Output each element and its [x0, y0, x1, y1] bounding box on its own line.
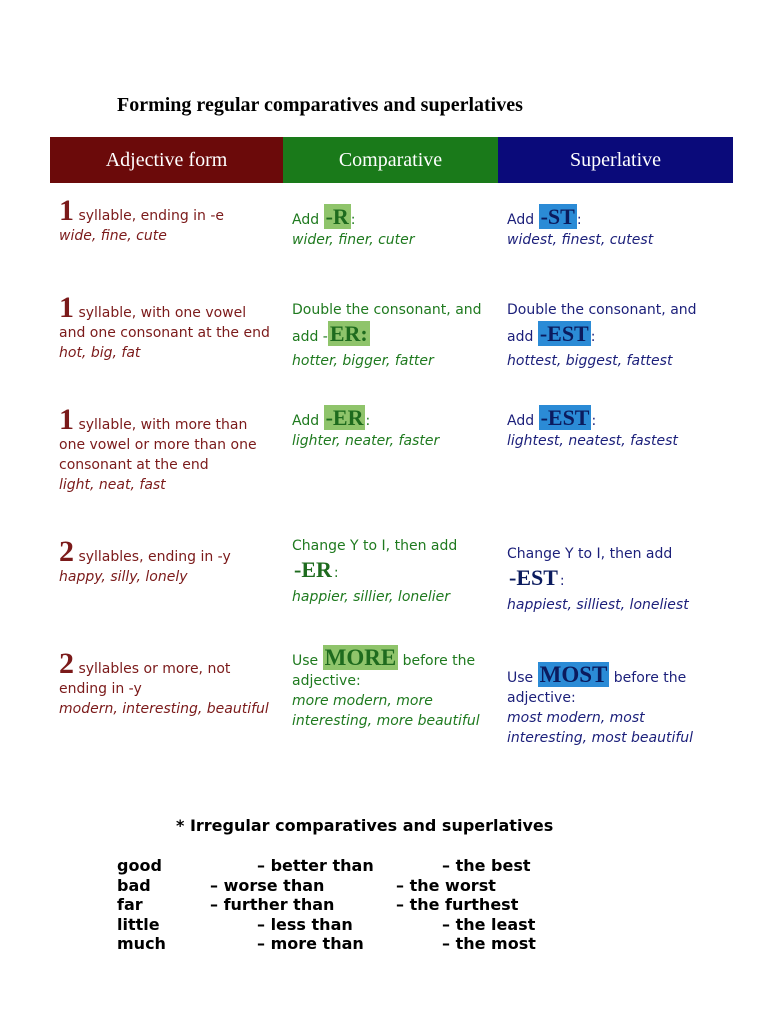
irregular-superlative: – the best: [442, 856, 531, 875]
row-4-superlative: [507, 542, 727, 617]
row-5-superlative: [507, 662, 727, 748]
rule-text-end: :: [350, 212, 356, 228]
rule-text: syllables, ending in -y: [74, 549, 231, 565]
list-item: [117, 895, 577, 915]
row-4-adjective: [59, 535, 274, 587]
irregular-list: [117, 856, 577, 954]
suffix-highlight: -ER: [294, 557, 332, 582]
row-2-adjective: [59, 291, 274, 363]
row-2-superlative: [507, 298, 727, 373]
suffix-highlight: -ER: [325, 405, 364, 430]
examples: more modern, more interesting, more beautiful: [292, 693, 480, 729]
irregular-comparative: – better than: [257, 856, 374, 875]
irregular-word: bad: [117, 875, 151, 895]
rule-text-end: before the adjective:: [507, 670, 687, 706]
rule-text-end: :: [576, 212, 582, 228]
irregular-superlative: – the least: [442, 914, 536, 934]
suffix-highlight: ER:: [329, 321, 368, 346]
irregular-comparative: – worse than: [210, 875, 325, 895]
list-item: [117, 876, 577, 896]
row-1-adjective: [59, 194, 274, 246]
examples: hottest, biggest, fattest: [507, 353, 673, 369]
row-3-adjective: [59, 403, 274, 495]
rule-text: Use: [507, 670, 538, 686]
syllable-count: 2: [59, 647, 74, 680]
examples: most modern, most interesting, most beautiful: [507, 710, 694, 746]
rule-text: syllables or more, not ending in -y: [59, 661, 231, 697]
rule-text-end: :: [333, 565, 339, 581]
row-3-comparative: [292, 405, 492, 451]
examples: lightest, neatest, fastest: [507, 433, 678, 449]
irregular-superlative: – the furthest: [396, 895, 519, 914]
irregular-word: good: [117, 856, 162, 875]
suffix-highlight: MOST: [539, 662, 608, 687]
suffix-highlight: -EST: [539, 321, 589, 346]
rule-text: syllable, with one vowel and one consonant at the end: [59, 305, 270, 341]
examples: happiest, silliest, loneliest: [507, 597, 689, 613]
examples: happy, silly, lonely: [59, 569, 188, 585]
row-1-comparative: [292, 204, 492, 250]
suffix-highlight: -EST: [509, 565, 558, 590]
header-adjective-form: Adjective form: [50, 137, 283, 183]
irregular-word: much: [117, 934, 166, 953]
rule-text: Add: [292, 212, 324, 228]
row-2-comparative: [292, 298, 492, 373]
irregular-word: far: [117, 895, 143, 914]
syllable-count: 1: [59, 291, 74, 324]
rule-text: Add: [507, 413, 539, 429]
examples: lighter, neater, faster: [292, 433, 440, 449]
suffix-highlight: -ST: [540, 204, 575, 229]
syllable-count: 1: [59, 194, 74, 227]
suffix-highlight: -R: [325, 204, 349, 229]
rule-text-end: :: [559, 573, 565, 589]
list-item: [117, 856, 577, 876]
row-1-superlative: [507, 204, 727, 250]
examples: light, neat, fast: [59, 477, 166, 493]
examples: hot, big, fat: [59, 345, 141, 361]
irregular-comparative: – less than: [257, 914, 353, 934]
examples: wide, fine, cute: [59, 228, 167, 244]
examples: wider, finer, cuter: [292, 232, 415, 248]
irregular-superlative: – the worst: [396, 875, 496, 895]
list-item: [117, 934, 577, 954]
examples: happier, sillier, lonelier: [292, 589, 451, 605]
row-5-comparative: [292, 645, 492, 731]
syllable-count: 2: [59, 535, 74, 568]
rule-text: Use: [292, 653, 323, 669]
rule-text: Add: [507, 212, 539, 228]
rule-text: Add: [292, 413, 324, 429]
irregular-word: little: [117, 914, 160, 934]
row-5-adjective: [59, 647, 274, 719]
irregular-superlative: – the most: [442, 934, 536, 953]
rule-text-end: :: [365, 413, 371, 429]
irregular-comparative: – further than: [210, 895, 335, 914]
row-4-comparative: [292, 534, 492, 609]
rule-text-end: :: [590, 329, 596, 345]
rule-text: Change Y to I, then add: [507, 546, 673, 562]
rule-text: Double the consonant, and add -: [292, 302, 482, 345]
examples: modern, interesting, beautiful: [59, 701, 269, 717]
rule-text: Change Y to I, then add: [292, 538, 458, 554]
header-superlative: Superlative: [498, 137, 733, 183]
irregular-title: * Irregular comparatives and superlatives: [176, 816, 554, 835]
row-3-superlative: [507, 405, 727, 451]
rule-text: Double the consonant, and add: [507, 302, 697, 345]
page-title: Forming regular comparatives and superlatives: [117, 94, 523, 116]
examples: widest, finest, cutest: [507, 232, 654, 248]
suffix-highlight: MORE: [324, 645, 397, 670]
syllable-count: 1: [59, 403, 74, 436]
rule-text: syllable, with more than one vowel or more than one consonant at the end: [59, 417, 257, 473]
rule-text-end: :: [591, 413, 597, 429]
rule-text-end: before the adjective:: [292, 653, 476, 689]
list-item: [117, 915, 577, 935]
rule-text: syllable, ending in -e: [74, 208, 225, 224]
suffix-highlight: -EST: [540, 405, 590, 430]
header-comparative: Comparative: [283, 137, 498, 183]
irregular-comparative: – more than: [257, 934, 364, 953]
examples: hotter, bigger, fatter: [292, 353, 434, 369]
